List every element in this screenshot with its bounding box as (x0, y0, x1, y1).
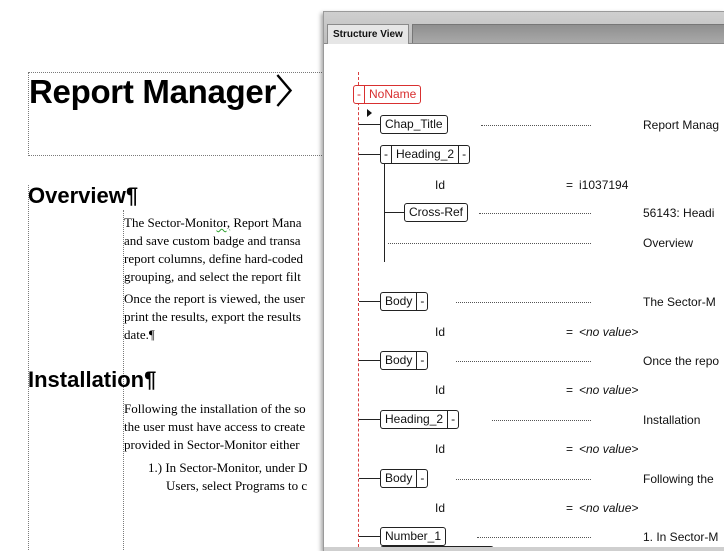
paragraph-installation-1[interactable] (124, 400, 306, 454)
paragraph-overview-1[interactable] (124, 214, 303, 286)
node-text-value: Report Manag (643, 118, 720, 132)
node-label: Chap_Title (385, 117, 443, 131)
panel-tab-bar (324, 12, 724, 44)
tree-connector (384, 212, 404, 213)
attribute-equals: = (566, 178, 574, 192)
attribute-toggle[interactable]: - (416, 352, 427, 369)
tab-bar-filler (412, 24, 724, 43)
attribute-name: Id (435, 178, 446, 192)
attribute-value[interactable]: <no value> (579, 383, 639, 397)
frame-guide (28, 155, 324, 156)
node-body[interactable] (380, 469, 428, 488)
grammar-squiggle: or, (216, 215, 231, 230)
attribute-value[interactable]: i1037194 (579, 178, 629, 192)
node-label: Cross-Ref (409, 205, 464, 219)
node-text-value: Installation (643, 413, 701, 427)
tree-connector (359, 360, 380, 361)
collapse-toggle[interactable]: - (381, 146, 392, 163)
tree-connector (359, 154, 380, 155)
insertion-arrow-icon (367, 109, 372, 117)
root-node-noname[interactable] (353, 85, 421, 104)
attribute-equals: = (566, 325, 574, 339)
text-line: report columns, define hard-coded (124, 251, 304, 266)
paragraph-overview-2[interactable] (124, 290, 305, 344)
page-title[interactable]: Report Manager〉 (29, 73, 309, 110)
node-body[interactable] (380, 351, 428, 370)
heading-overview[interactable]: Overview¶ (28, 183, 139, 208)
node-heading-2[interactable] (380, 410, 459, 429)
attribute-equals: = (566, 383, 574, 397)
text-line: Once the report is viewed, the user (124, 291, 305, 306)
node-body[interactable] (380, 292, 428, 311)
attribute-toggle[interactable]: - (447, 411, 458, 428)
leader-dots (477, 537, 591, 538)
text-line: The Sector-Monitor, Report Mana (124, 215, 302, 230)
node-label: Body (385, 471, 413, 485)
node-text-value: 56143: Headi (643, 206, 715, 220)
heading-installation[interactable]: Installation¶ (28, 367, 157, 392)
leader-dots (492, 420, 591, 421)
tree-connector (359, 536, 380, 537)
attribute-equals: = (566, 442, 574, 456)
node-cross-ref[interactable] (404, 203, 468, 222)
tree-connector (359, 478, 380, 479)
attribute-equals: = (566, 501, 574, 515)
attribute-name: Id (435, 383, 446, 397)
node-text-value: 1. In Sector-M (643, 530, 719, 544)
leader-dots (456, 479, 591, 480)
attribute-name: Id (435, 501, 446, 515)
node-label: Number_1 (385, 529, 442, 543)
text-line: and save custom badge and transa (124, 233, 301, 248)
text-line: grouping, and select the report filt (124, 269, 301, 284)
tree-branch-line (384, 164, 385, 262)
leader-dots (456, 302, 591, 303)
tree-connector (359, 124, 380, 125)
tab-structure-view[interactable]: Structure View (327, 24, 409, 44)
node-heading-2[interactable] (380, 145, 470, 164)
attribute-toggle[interactable]: - (416, 293, 427, 310)
leader-dots (456, 361, 591, 362)
text-node-value: Overview (643, 236, 694, 250)
collapse-toggle[interactable]: - (354, 86, 365, 103)
node-text-value: Following the (643, 472, 714, 486)
attribute-value[interactable]: <no value> (579, 325, 639, 339)
text-line: date.¶ (124, 327, 155, 342)
text-line: the user must have access to create (124, 419, 306, 434)
attribute-toggle[interactable]: - (416, 470, 427, 487)
node-chap-title[interactable] (380, 115, 448, 134)
structure-view-panel[interactable] (323, 11, 724, 551)
text-line: provided in Sector-Monitor either (124, 437, 300, 452)
text-line: Users, select Programs to c (166, 478, 308, 493)
node-label: Body (385, 294, 413, 308)
node-label: NoName (369, 87, 417, 101)
tree-connector (359, 301, 380, 302)
node-text-value: Once the repo (643, 354, 720, 368)
text-line: 1.) In Sector-Monitor, under D (148, 460, 308, 475)
node-label: Heading_2 (396, 147, 455, 161)
node-number-1[interactable] (380, 527, 446, 546)
node-text-value: The Sector-M (643, 295, 716, 309)
list-item-1[interactable] (148, 459, 308, 495)
attribute-toggle[interactable]: - (458, 146, 469, 163)
node-label: Heading_2 (385, 412, 444, 426)
leader-dots (481, 125, 591, 126)
attribute-name: Id (435, 442, 446, 456)
leader-dots (479, 213, 591, 214)
attribute-value[interactable]: <no value> (579, 501, 639, 515)
text-line: print the results, export the results (124, 309, 301, 324)
structure-tree[interactable] (324, 44, 724, 549)
panel-bottom-edge (324, 547, 724, 551)
attribute-value[interactable]: <no value> (579, 442, 639, 456)
node-label: Body (385, 353, 413, 367)
text-line: Following the installation of the so (124, 401, 306, 416)
attribute-name: Id (435, 325, 446, 339)
leader-dots (388, 243, 591, 244)
tree-connector (359, 419, 380, 420)
